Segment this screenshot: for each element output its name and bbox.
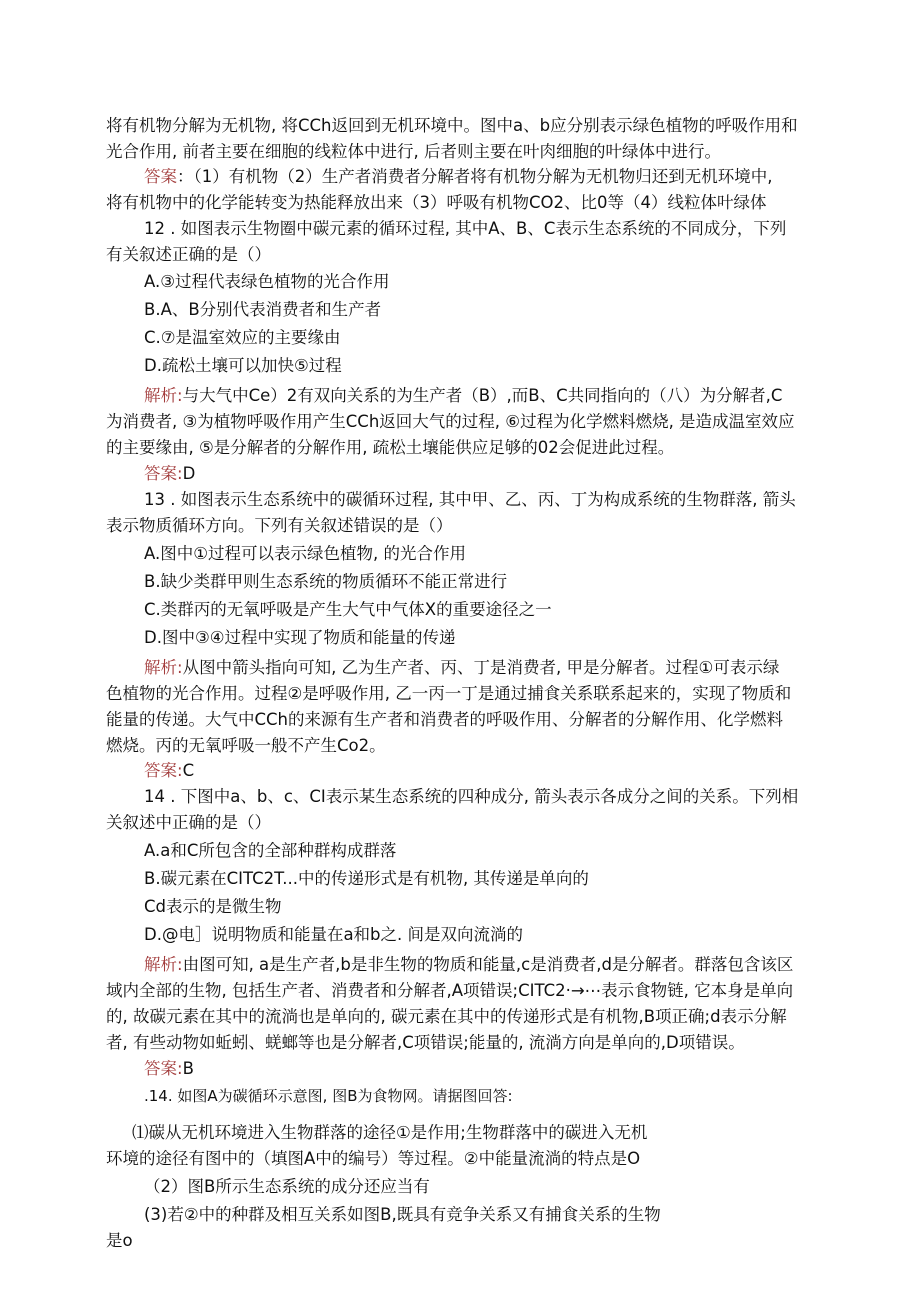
answer-text: B bbox=[182, 1059, 194, 1078]
text-line: 是o bbox=[106, 1231, 133, 1250]
option-a: A.③过程代表绿色植物的光合作用 bbox=[144, 272, 390, 291]
question-14b: .14. 如图A为碳循环示意图, 图B为食物网。请据图回答: bbox=[144, 1087, 513, 1105]
option-b: B.A、B分别代表消费者和生产者 bbox=[144, 300, 382, 319]
analysis-label: 解析: bbox=[144, 955, 183, 974]
answer-line bbox=[144, 164, 773, 190]
text-line: (3)若②中的种群及相互关系如图B,既具有竞争关系又有捕食关系的生物 bbox=[144, 1205, 661, 1224]
text-line: 将有机物中的化学能转变为热能释放出来（3）呼吸有机物CO2、比0等（4）线粒体叶绿体 bbox=[106, 193, 767, 212]
text-line: 光合作用, 前者主要在细胞的线粒体中进行, 后者则主要在叶肉细胞的叶绿体中进行。 bbox=[106, 142, 721, 161]
text-line: 将有机物分解为无机物, 将CCh返回到无机环境中。图中a、b应分别表示绿色植物的呼吸作用和 bbox=[106, 116, 798, 135]
answer-line bbox=[144, 758, 194, 784]
text-line: ⑴碳从无机环境进入生物群落的途径①是作用;生物群落中的碳进入无机 bbox=[132, 1123, 648, 1142]
answer-label: 答案: bbox=[144, 464, 183, 483]
analysis-label: 解析: bbox=[144, 658, 183, 677]
text-line: 为消费者, ③为植物呼吸作用产生CCh返回大气的过程, ⑥过程为化学燃料燃烧, 是造成温室效应 bbox=[106, 412, 795, 431]
analysis-line bbox=[144, 952, 793, 978]
text-line: 有关叙述正确的是（） bbox=[106, 245, 271, 264]
option-a: A.图中①过程可以表示绿色植物, 的光合作用 bbox=[144, 544, 467, 563]
text-line: 色植物的光合作用。过程②是呼吸作用, 乙一丙一丁是通过捕食关系联系起来的，实现了物质和 bbox=[106, 684, 792, 703]
answer-text: D bbox=[182, 464, 196, 483]
answer-label: 答案 bbox=[144, 167, 177, 186]
option-c: C.⑦是温室效应的主要缘由 bbox=[144, 328, 341, 347]
text-line: （2）图B所示生态系统的成分还应当有 bbox=[144, 1177, 430, 1196]
text-line: 表示物质循环方向。下列有关叙述错误的是（） bbox=[106, 516, 453, 535]
analysis-text: 由图可知, a是生产者,b是非生物的物质和能量,c是消费者,d是分解者。群落包含该区 bbox=[182, 955, 794, 974]
option-c: Cd表示的是微生物 bbox=[144, 897, 282, 916]
analysis-text: 与大气中Ce）2有双向关系的为生产者（B）,而B、C共同指向的（八）为分解者,C bbox=[182, 386, 783, 405]
answer-line bbox=[144, 461, 195, 487]
analysis-line bbox=[144, 383, 782, 409]
option-c: C.类群丙的无氧呼吸是产生大气中气体X的重要途径之一 bbox=[144, 600, 552, 619]
answer-label: 答案: bbox=[144, 1059, 183, 1078]
analysis-line bbox=[144, 655, 779, 681]
text-line: 能量的传递。大气中CCh的来源有生产者和消费者的呼吸作用、分解者的分解作用、化学燃料 bbox=[106, 710, 783, 729]
option-a: A.a和C所包含的全部种群构成群落 bbox=[144, 841, 397, 860]
option-d: D.@电］说明物质和能量在a和b之. 间是双向流淌的 bbox=[144, 925, 524, 944]
analysis-label: 解析: bbox=[144, 386, 183, 405]
text-line: 者, 有些动物如蚯蚓、蜣螂等也是分解者,C项错误;能量的, 流淌方向是单向的,D项错误。 bbox=[106, 1033, 745, 1052]
question-14: 14 . 下图中a、b、c、CI表示某生态系统的四种成分, 箭头表示各成分之间的关系。下列相 bbox=[144, 787, 799, 806]
text-line: 关叙述中正确的是（） bbox=[106, 813, 271, 832]
text-line: 燃烧。丙的无氧呼吸一般不产生Co2。 bbox=[106, 736, 386, 755]
option-d: D.图中③④过程中实现了物质和能量的传递 bbox=[144, 628, 456, 647]
answer-text: ：（1）有机物（2）生产者消费者分解者将有机物分解为无机物归还到无机环境中, bbox=[177, 167, 773, 186]
answer-line bbox=[144, 1056, 194, 1082]
option-d: D.疏松土壤可以加快⑤过程 bbox=[144, 356, 342, 375]
question-13: 13 . 如图表示生态系统中的碳循环过程, 其中甲、乙、丙、丁为构成系统的生物群落, 箭头 bbox=[144, 490, 796, 509]
text-line: 的主要缘由, ⑤是分解者的分解作用, 疏松土壤能供应足够的02会促进此过程。 bbox=[106, 438, 675, 457]
text-line: 域内全部的生物, 包括生产者、消费者和分解者,A项错误;CITC2·→⋯表示食物链, 它本身是单向 bbox=[106, 981, 794, 1000]
option-b: B.缺少类群甲则生态系统的物质循环不能正常进行 bbox=[144, 572, 508, 591]
text-line: 的, 故碳元素在其中的流淌也是单向的, 碳元素在其中的传递形式是有机物,B项正确;d表示分解 bbox=[106, 1007, 787, 1026]
answer-label: 答案: bbox=[144, 761, 183, 780]
option-b: B.碳元素在CITC2T...中的传递形式是有机物, 其传递是单向的 bbox=[144, 869, 589, 888]
text-line: 环境的途径有图中的（填图A中的编号）等过程。②中能量流淌的特点是O bbox=[106, 1149, 641, 1168]
question-12: 12 . 如图表示生物圈中碳元素的循环过程, 其中A、B、C表示生态系统的不同成分，下列 bbox=[144, 219, 787, 238]
answer-text: C bbox=[182, 761, 195, 780]
analysis-text: 从图中箭头指向可知, 乙为生产者、丙、丁是消费者, 甲是分解者。过程①可表示绿 bbox=[182, 658, 780, 677]
